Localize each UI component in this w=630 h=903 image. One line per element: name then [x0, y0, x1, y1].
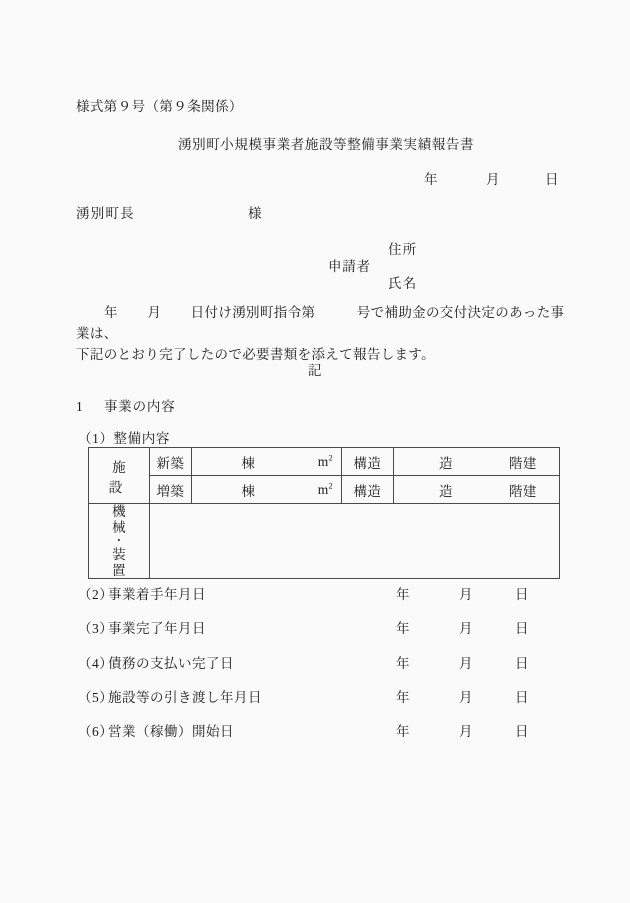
extension-mune-unit: 棟 [241, 483, 256, 499]
item-3-month: 月 [459, 621, 473, 636]
maintenance-table [88, 447, 560, 579]
item-5-label: 施設等の引き渡し年月日 [108, 690, 262, 705]
structure-units-inner-ext [400, 480, 553, 500]
table-row-new-build [89, 448, 560, 476]
applicant-label: 申請者 [328, 259, 371, 274]
item-3-day: 日 [515, 621, 529, 636]
new-build-mune-unit: 棟 [241, 455, 256, 471]
item-4-day: 日 [515, 656, 529, 671]
structure-zo-unit-ext: 造 [439, 483, 453, 499]
machinery-label-dot: ・ [113, 535, 125, 548]
maintenance-table-wrapper [88, 447, 560, 579]
cell-new-build-label: 新築 [149, 448, 191, 476]
item-5-year: 年 [396, 690, 410, 705]
extension-sqm-unit [299, 482, 333, 498]
item-3-label: 事業完了年月日 [108, 621, 206, 636]
list-item-5 [78, 686, 529, 706]
facility-label-text: 施設 [108, 459, 133, 495]
section-number: 1 [76, 399, 84, 414]
item-2-year: 年 [396, 587, 410, 602]
applicant-name-label: 氏名 [388, 276, 418, 291]
form-number: 様式第９号（第９条関係） [76, 99, 243, 114]
structure-zo-unit-new: 造 [439, 455, 453, 471]
machinery-label-line-2: 装置 [112, 547, 133, 578]
table-row-extension [89, 476, 560, 504]
structure-floors-unit-new: 階建 [509, 455, 537, 471]
table-row-machinery [89, 504, 560, 579]
header-date-year: 年 [424, 172, 438, 187]
cell-structure-label-ext: 構造 [341, 476, 394, 504]
sqm-glyph-ext: $m^2$ [317, 481, 333, 497]
item-6-year: 年 [396, 724, 410, 739]
item-6-label: 営業（稼働）開始日 [108, 724, 234, 739]
list-item-2 [78, 583, 529, 603]
document-title: 湧別町小規模事業者施設等整備事業実績報告書 [178, 137, 475, 152]
applicant-address-label: 住所 [388, 242, 418, 257]
body-order-prefix: 日付け湧別町指令第 [190, 305, 316, 320]
cell-structure-value-new[interactable] [394, 448, 560, 476]
item-3-number: （3） [78, 621, 114, 636]
section-title: 事業の内容 [104, 399, 176, 414]
item-2-number: （2） [78, 587, 114, 602]
cell-machinery-value[interactable] [149, 504, 559, 579]
list-item-3 [78, 617, 529, 637]
cell-structure-value-ext[interactable] [394, 476, 560, 504]
machinery-label-line-1: 機械 [112, 504, 133, 535]
item-2-month: 月 [459, 587, 473, 602]
cell-facility-label [89, 448, 150, 504]
structure-units-inner-new [400, 452, 553, 472]
item-6-number: （6） [78, 724, 114, 739]
ki-marker: 記 [308, 363, 322, 378]
item-5-number: （5） [78, 690, 114, 705]
extension-units-inner [198, 480, 335, 500]
body-line-2: 下記のとおり完了したので必要書類を添えて報告します。 [76, 346, 436, 362]
cell-extension-units[interactable] [192, 476, 342, 504]
cell-new-build-units[interactable] [192, 448, 342, 476]
body-order-suffix: 号で補助金の交付決定のあった事業は、 [76, 305, 565, 341]
item-4-label: 債務の支払い完了日 [108, 656, 234, 671]
item-4-number: （4） [78, 656, 114, 671]
item-5-month: 月 [459, 690, 473, 705]
list-item-4 [78, 652, 529, 672]
header-date-day: 日 [545, 172, 559, 187]
subsection-1-label: （1）整備内容 [78, 431, 170, 446]
item-2-label: 事業着手年月日 [108, 587, 206, 602]
header-date-month: 月 [486, 172, 500, 187]
cell-extension-label: 増築 [149, 476, 191, 504]
new-build-sqm-unit [299, 454, 333, 470]
cell-machinery-label [89, 504, 150, 579]
structure-floors-unit-ext: 階建 [509, 483, 537, 499]
addressee-honorific: 様 [248, 206, 262, 221]
item-6-day: 日 [515, 724, 529, 739]
new-build-units-inner [198, 452, 335, 472]
item-2-day: 日 [515, 587, 529, 602]
sqm-glyph-new: $m^2$ [317, 453, 333, 469]
item-3-year: 年 [396, 621, 410, 636]
cell-structure-label-new: 構造 [341, 448, 394, 476]
body-paragraph [76, 303, 568, 366]
body-month: 月 [147, 305, 162, 320]
item-4-year: 年 [396, 656, 410, 671]
addressee: 湧別町長 [76, 206, 135, 221]
item-6-month: 月 [459, 724, 473, 739]
item-4-month: 月 [459, 656, 473, 671]
list-item-6 [78, 720, 529, 740]
body-line-1 [76, 303, 568, 345]
body-year: 年 [104, 305, 118, 320]
item-5-day: 日 [515, 690, 529, 705]
